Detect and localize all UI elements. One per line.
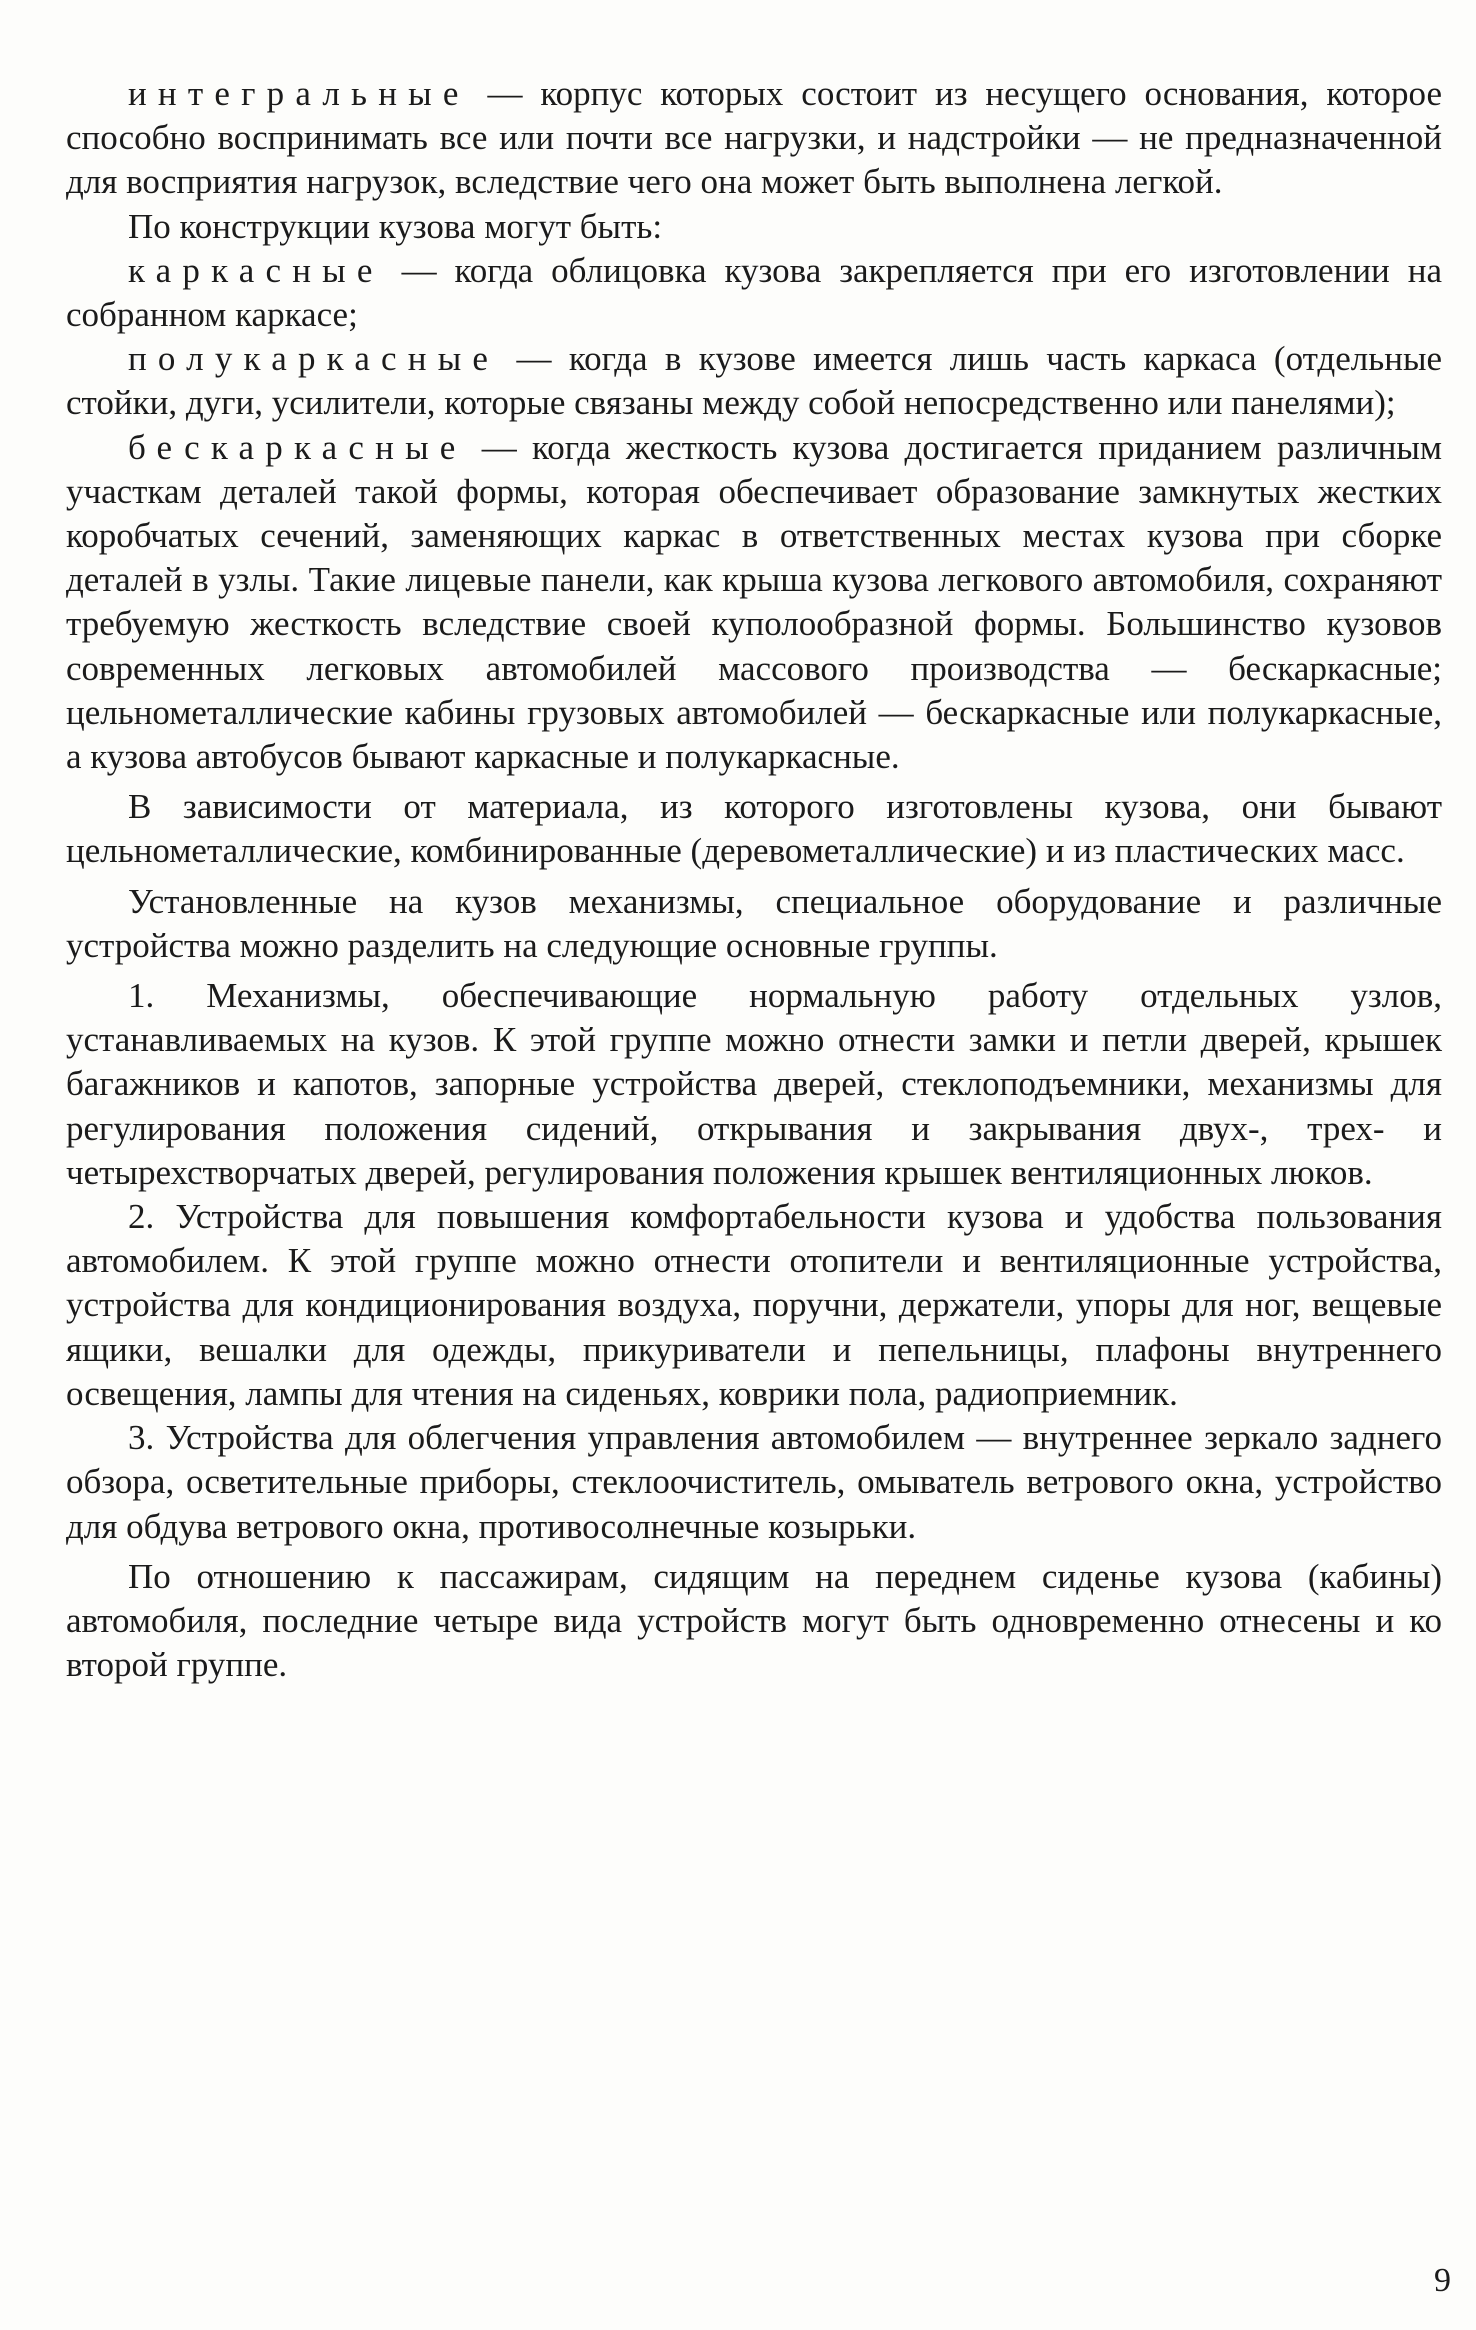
paragraph-text: 3. Устройства для облегчения управления автомобилем — внутреннее зеркало заднего обзора, осветительные приборы, стеклоочиститель, омыватель ветрового окна, устройство для обдува ветрового окна, противосолнечные козырьки.: [66, 1418, 1442, 1546]
paragraph-construction-intro: [66, 205, 1442, 249]
paragraph-text: — корпус которых состоит из несущего основания, которое способно воспринимать все или почти все нагрузки, и надстройки — не предназначенной для восприятия нагрузок, вследствие чего она может быть выполнена легкой.: [66, 74, 1442, 202]
term-integral: интегральные: [128, 74, 470, 113]
paragraph-text: По конструкции кузова могут быть:: [128, 206, 663, 246]
paragraph-materials: [66, 785, 1442, 873]
paragraph-text: — когда облицовка кузова закрепляется при его изготовлении на собранном каркасе;: [66, 250, 1442, 335]
paragraph-frameless-bodies: [66, 426, 1442, 780]
paragraph-text: 2. Устройства для повышения комфортабельности кузова и удобства пользования автомобилем. К этой группе можно отнести отопители и вентиляционные устройства, устройства для кондиционирования воздуха, поручни, держатели, упоры для ног, вещевые ящики, вешалки для одежды, прикуриватели и пепельницы, плафоны внутреннего освещения, лампы для чтения на сиденьях, коврики пола, радиоприемник.: [66, 1197, 1442, 1413]
paragraph-frame-bodies: [66, 249, 1442, 337]
paragraph-text: Установленные на кузов механизмы, специальное оборудование и различные устройства можно разделить на следующие основные группы.: [66, 881, 1442, 965]
list-item-group-1: [66, 974, 1442, 1195]
paragraph-passengers-note: [66, 1555, 1442, 1688]
paragraph-text: — когда в кузове имеется лишь часть каркаса (отдельные стойки, дуги, усилители, которые связаны между собой непосредственно или панелями);: [66, 339, 1442, 423]
paragraph-text: В зависимости от материала, из которого изготовлены кузова, они бывают цельнометаллические, комбинированные (деревометаллические) и из пластических масс.: [66, 787, 1442, 871]
page-number: 9: [1434, 2262, 1451, 2299]
paragraph-semi-frame-bodies: [66, 337, 1442, 425]
term-frame: каркасные: [128, 250, 384, 290]
body-text: [66, 72, 1442, 1687]
paragraph-equipment-groups: [66, 880, 1442, 968]
term-semi-frame: полукаркасные: [128, 339, 500, 379]
list-item-group-2: [66, 1195, 1442, 1416]
list-item-group-3: [66, 1416, 1442, 1549]
term-frameless: бескаркасные: [128, 427, 467, 467]
paragraph-integral-bodies: [66, 72, 1442, 205]
paragraph-text: По отношению к пассажирам, сидящим на переднем сиденье кузова (кабины) автомобиля, последние четыре вида устройств могут быть одновременно отнесены и ко второй группе.: [66, 1556, 1442, 1685]
paragraph-text: 1. Механизмы, обеспечивающие нормальную работу отдельных узлов, устанавливаемых на кузов. К этой группе можно отнести замки и петли дверей, крышек багажников и капотов, запорные устройства дверей, стеклоподъемники, механизмы для регулирования положения сидений, открывания и закрывания двух-, трех- и четырехстворчатых дверей, регулирования положения крышек вентиляционных люков.: [66, 976, 1442, 1192]
paragraph-text: — когда жесткость кузова достигается приданием различным участкам деталей такой формы, которая обеспечивает образование замкнутых жестких коробчатых сечений, заменяющих каркас в ответственных местах кузова при сборке деталей в узлы. Такие лицевые панели, как крыша кузова легкового автомобиля, сохраняют требуемую жесткость вследствие своей куполообразной формы. Большинство кузовов современных легковых автомобилей массового производства — бескаркасные; цельнометаллические кабины грузовых автомобилей — бескаркасные или полукаркасные, а кузова автобусов бывают каркасные и полукаркасные.: [66, 427, 1442, 777]
